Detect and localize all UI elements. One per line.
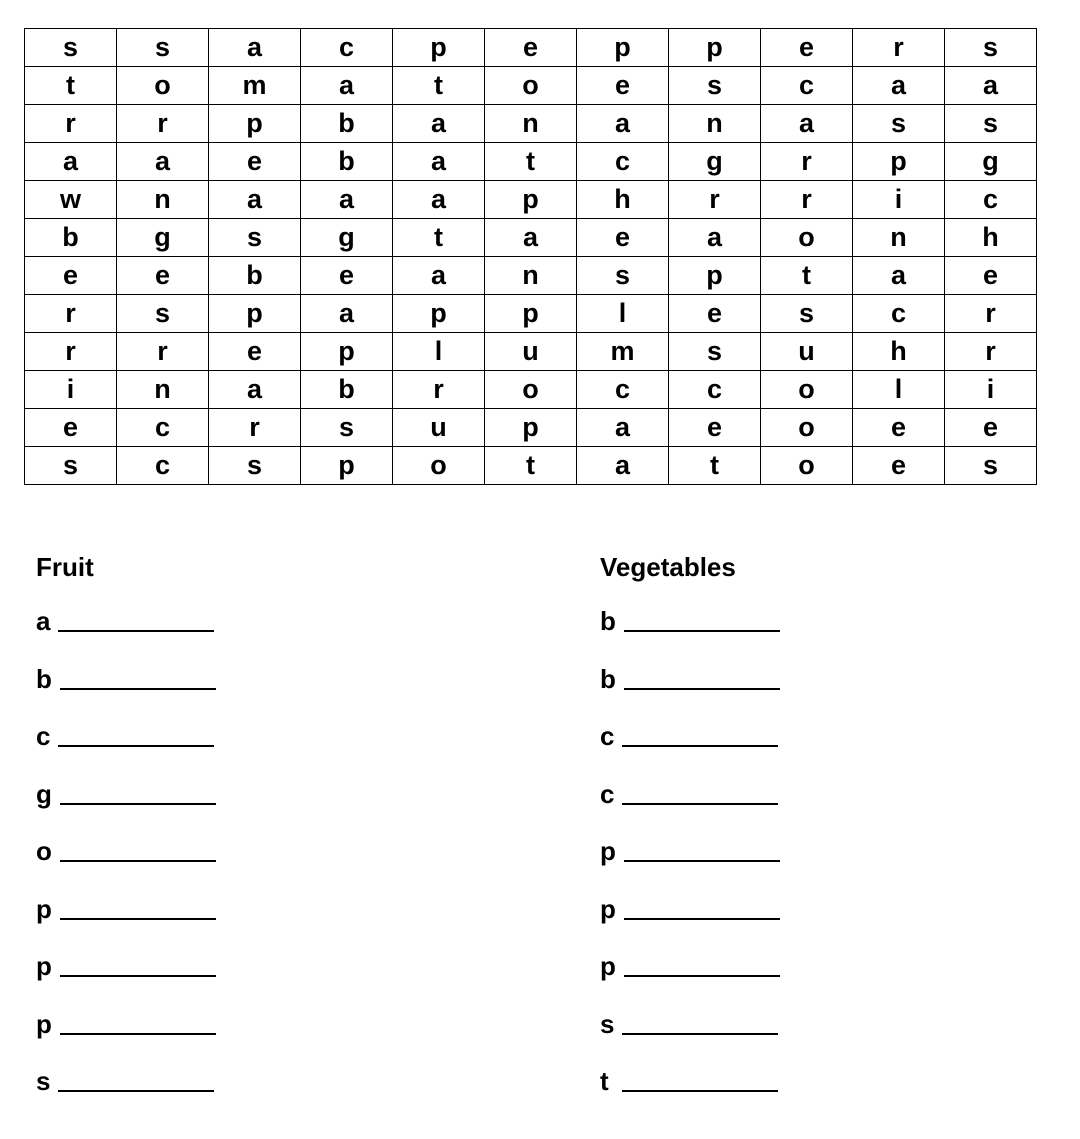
grid-cell: s	[945, 447, 1037, 485]
grid-row	[25, 105, 1037, 143]
fruit-answer-list	[36, 608, 216, 1126]
grid-cell: n	[485, 105, 577, 143]
grid-cell: s	[761, 295, 853, 333]
grid-cell: n	[117, 371, 209, 409]
grid-cell: r	[761, 181, 853, 219]
grid-cell: a	[853, 67, 945, 105]
grid-cell: n	[485, 257, 577, 295]
answer-item	[36, 1068, 216, 1126]
vegetables-heading: Vegetables	[600, 552, 736, 582]
grid-cell: u	[761, 333, 853, 371]
answer-item	[36, 893, 216, 954]
answer-item	[600, 778, 780, 839]
answer-first-letter: p	[36, 893, 52, 924]
grid-cell: t	[485, 447, 577, 485]
grid-cell: e	[853, 409, 945, 447]
answer-first-letter: c	[600, 778, 615, 809]
grid-cell: a	[853, 257, 945, 295]
grid-cell: t	[393, 219, 485, 257]
grid-cell: r	[117, 333, 209, 371]
grid-cell: p	[393, 29, 485, 67]
grid-cell: i	[945, 371, 1037, 409]
answer-blank-line[interactable]	[58, 723, 214, 747]
grid-row	[25, 219, 1037, 257]
grid-cell: c	[117, 409, 209, 447]
grid-cell: p	[485, 295, 577, 333]
grid-cell: a	[577, 105, 669, 143]
grid-cell: h	[577, 181, 669, 219]
grid-cell: c	[853, 295, 945, 333]
grid-cell: r	[25, 295, 117, 333]
answer-blank-line[interactable]	[624, 608, 780, 632]
grid-cell: s	[209, 447, 301, 485]
grid-row	[25, 295, 1037, 333]
grid-cell: s	[945, 105, 1037, 143]
answer-item	[36, 663, 216, 724]
grid-cell: a	[393, 181, 485, 219]
answer-blank-line[interactable]	[622, 1068, 778, 1092]
grid-cell: l	[393, 333, 485, 371]
answer-item	[600, 663, 780, 724]
grid-cell: h	[853, 333, 945, 371]
grid-cell: o	[485, 67, 577, 105]
answer-item	[36, 608, 216, 666]
grid-cell: g	[117, 219, 209, 257]
grid-cell: o	[761, 409, 853, 447]
grid-cell: a	[301, 181, 393, 219]
answer-item	[36, 838, 216, 896]
grid-cell: s	[669, 333, 761, 371]
grid-cell: r	[25, 333, 117, 371]
grid-cell: r	[117, 105, 209, 143]
grid-cell: u	[393, 409, 485, 447]
grid-cell: a	[393, 143, 485, 181]
answer-blank-line[interactable]	[60, 1011, 216, 1035]
grid-cell: p	[301, 447, 393, 485]
answer-first-letter: o	[36, 836, 52, 866]
grid-cell: p	[393, 295, 485, 333]
grid-row	[25, 409, 1037, 447]
grid-row	[25, 371, 1037, 409]
answer-first-letter: b	[600, 663, 616, 694]
grid-cell: n	[853, 219, 945, 257]
answer-blank-line[interactable]	[624, 896, 780, 920]
grid-cell: r	[945, 333, 1037, 371]
grid-cell: e	[209, 143, 301, 181]
answer-item	[36, 953, 216, 1011]
grid-row	[25, 333, 1037, 371]
answer-blank-line[interactable]	[60, 781, 216, 805]
answer-item	[600, 893, 780, 954]
grid-row	[25, 29, 1037, 67]
answer-first-letter: p	[600, 951, 616, 981]
grid-cell: n	[117, 181, 209, 219]
grid-cell: p	[209, 295, 301, 333]
grid-cell: b	[301, 143, 393, 181]
grid-cell: a	[301, 295, 393, 333]
answer-first-letter: p	[600, 893, 616, 924]
answer-first-letter: p	[36, 951, 52, 981]
answer-item	[36, 723, 216, 781]
grid-cell: s	[577, 257, 669, 295]
grid-cell: i	[853, 181, 945, 219]
grid-cell: c	[577, 143, 669, 181]
grid-cell: e	[577, 219, 669, 257]
grid-cell: e	[577, 67, 669, 105]
grid-cell: o	[485, 371, 577, 409]
grid-cell: r	[945, 295, 1037, 333]
grid-cell: s	[25, 29, 117, 67]
grid-cell: p	[209, 105, 301, 143]
answer-blank-line[interactable]	[622, 781, 778, 805]
answer-item	[600, 1008, 780, 1069]
grid-cell: a	[393, 257, 485, 295]
grid-cell: e	[669, 409, 761, 447]
grid-cell: r	[209, 409, 301, 447]
grid-cell: p	[301, 333, 393, 371]
grid-row	[25, 143, 1037, 181]
answer-blank-line[interactable]	[58, 1068, 214, 1092]
grid-cell: p	[485, 409, 577, 447]
answer-blank-line[interactable]	[58, 608, 214, 632]
answer-first-letter: g	[36, 778, 52, 809]
grid-cell: e	[209, 333, 301, 371]
fruit-heading: Fruit	[36, 552, 94, 582]
grid-cell: e	[945, 257, 1037, 295]
grid-cell: a	[577, 409, 669, 447]
grid-cell: r	[393, 371, 485, 409]
grid-cell: a	[209, 29, 301, 67]
grid-cell: s	[669, 67, 761, 105]
grid-cell: p	[669, 29, 761, 67]
grid-cell: a	[209, 181, 301, 219]
grid-cell: p	[485, 181, 577, 219]
grid-cell: c	[301, 29, 393, 67]
grid-cell: g	[669, 143, 761, 181]
grid-cell: g	[301, 219, 393, 257]
answer-item	[600, 723, 780, 781]
fruit-section	[36, 552, 216, 1126]
grid-cell: c	[577, 371, 669, 409]
grid-cell: u	[485, 333, 577, 371]
answer-item	[36, 778, 216, 839]
grid-cell: e	[117, 257, 209, 295]
grid-cell: t	[25, 67, 117, 105]
answer-blank-line[interactable]	[624, 838, 780, 862]
grid-cell: h	[945, 219, 1037, 257]
grid-cell: c	[761, 67, 853, 105]
grid-cell: s	[209, 219, 301, 257]
grid-cell: o	[117, 67, 209, 105]
grid-cell: o	[761, 371, 853, 409]
answer-blank-line[interactable]	[60, 896, 216, 920]
grid-cell: c	[117, 447, 209, 485]
answer-first-letter: p	[600, 836, 616, 866]
grid-cell: a	[209, 371, 301, 409]
grid-cell: t	[393, 67, 485, 105]
answer-item	[600, 953, 780, 1011]
grid-cell: e	[945, 409, 1037, 447]
answer-blank-line[interactable]	[622, 1011, 778, 1035]
answer-item	[36, 1008, 216, 1069]
grid-cell: r	[853, 29, 945, 67]
grid-cell: c	[669, 371, 761, 409]
answer-item	[600, 608, 780, 666]
grid-cell: m	[577, 333, 669, 371]
grid-cell: a	[945, 67, 1037, 105]
answer-blank-line[interactable]	[60, 838, 216, 862]
grid-cell: e	[301, 257, 393, 295]
grid-row	[25, 181, 1037, 219]
grid-cell: a	[25, 143, 117, 181]
grid-cell: t	[761, 257, 853, 295]
grid-cell: i	[25, 371, 117, 409]
grid-cell: e	[761, 29, 853, 67]
grid-cell: p	[669, 257, 761, 295]
grid-cell: o	[761, 219, 853, 257]
answer-item	[600, 1068, 780, 1126]
grid-row	[25, 67, 1037, 105]
grid-cell: a	[577, 447, 669, 485]
grid-cell: s	[25, 447, 117, 485]
answer-first-letter: b	[600, 606, 616, 636]
answer-blank-line[interactable]	[60, 666, 216, 690]
grid-cell: o	[761, 447, 853, 485]
grid-cell: a	[301, 67, 393, 105]
grid-row	[25, 447, 1037, 485]
grid-cell: s	[117, 29, 209, 67]
vegetables-answer-list	[600, 608, 780, 1126]
grid-cell: e	[25, 257, 117, 295]
grid-cell: r	[25, 105, 117, 143]
grid-cell: e	[25, 409, 117, 447]
grid-cell: l	[853, 371, 945, 409]
grid-cell: a	[485, 219, 577, 257]
grid-row	[25, 257, 1037, 295]
grid-cell: a	[393, 105, 485, 143]
answer-item	[600, 838, 780, 896]
answer-blank-line[interactable]	[624, 953, 780, 977]
grid-cell: w	[25, 181, 117, 219]
grid-cell: n	[669, 105, 761, 143]
answer-first-letter: s	[36, 1066, 51, 1096]
answer-first-letter: b	[36, 663, 52, 694]
grid-cell: a	[669, 219, 761, 257]
grid-cell: s	[853, 105, 945, 143]
grid-cell: p	[853, 143, 945, 181]
grid-cell: e	[853, 447, 945, 485]
grid-cell: b	[301, 105, 393, 143]
grid-cell: s	[301, 409, 393, 447]
answer-blank-line[interactable]	[60, 953, 216, 977]
answer-first-letter: c	[600, 721, 615, 751]
grid-cell: t	[669, 447, 761, 485]
answer-blank-line[interactable]	[624, 666, 780, 690]
grid-cell: p	[577, 29, 669, 67]
grid-cell: g	[945, 143, 1037, 181]
word-search-grid	[24, 28, 1037, 485]
grid-cell: b	[209, 257, 301, 295]
grid-cell: m	[209, 67, 301, 105]
grid-cell: e	[485, 29, 577, 67]
grid-cell: s	[945, 29, 1037, 67]
grid-cell: r	[669, 181, 761, 219]
grid-cell: a	[761, 105, 853, 143]
answer-first-letter: p	[36, 1008, 52, 1039]
vegetables-section	[600, 552, 780, 1126]
grid-cell: a	[117, 143, 209, 181]
grid-cell: r	[761, 143, 853, 181]
grid-cell: o	[393, 447, 485, 485]
grid-cell: s	[117, 295, 209, 333]
grid-cell: b	[301, 371, 393, 409]
answer-first-letter: t	[600, 1066, 609, 1096]
answer-first-letter: s	[600, 1008, 615, 1039]
grid-cell: t	[485, 143, 577, 181]
answer-first-letter: a	[36, 606, 51, 636]
answer-first-letter: c	[36, 721, 51, 751]
grid-cell: c	[945, 181, 1037, 219]
grid-cell: e	[669, 295, 761, 333]
grid-cell: b	[25, 219, 117, 257]
answer-blank-line[interactable]	[622, 723, 778, 747]
grid-cell: l	[577, 295, 669, 333]
